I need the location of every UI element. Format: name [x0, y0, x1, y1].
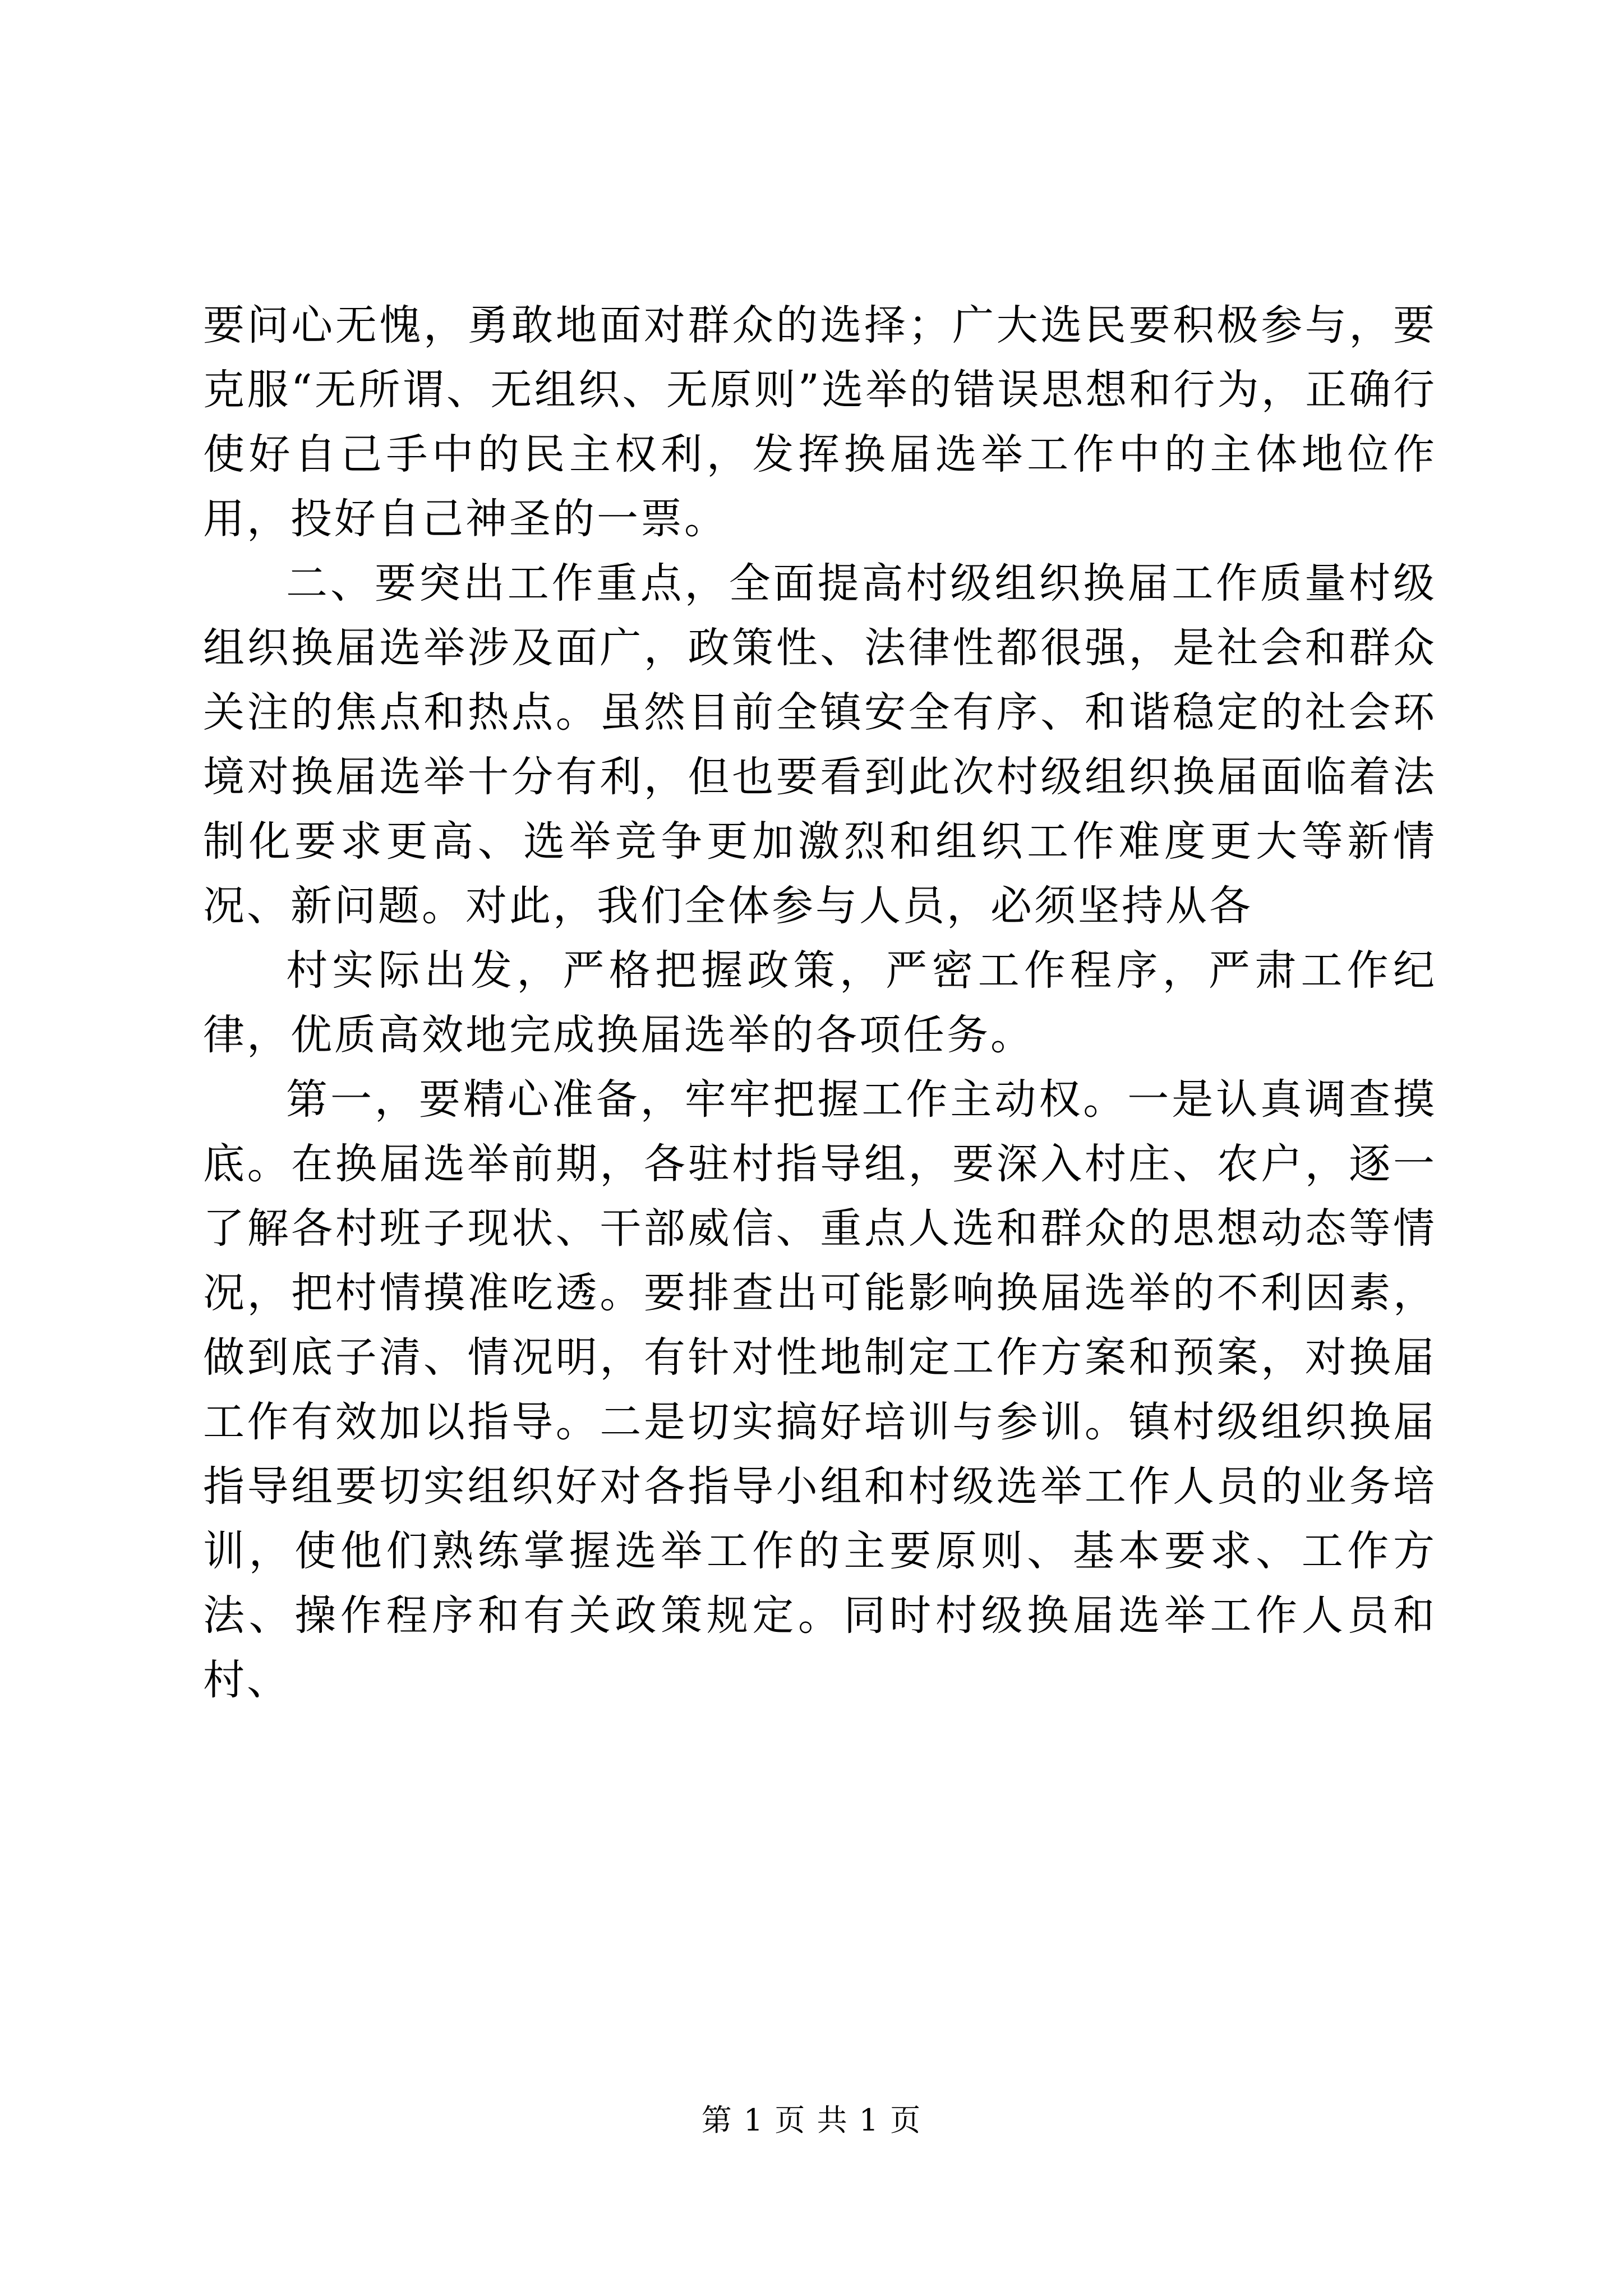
paragraph-1: 要问心无愧，勇敢地面对群众的选择；广大选民要积极参与，要克服“无所谓、无组织、无原则”选举的错误思想和行为，正确行使好自己手中的民主权利，发挥换届选举工作中的主体地位作用，投好自己神圣的一票。	[203, 301, 1437, 543]
page-footer: 第 1 页 共 1 页	[701, 2102, 922, 2138]
paragraph-2: 二、要突出工作重点，全面提高村级组织换届工作质量村级组织换届选举涉及面广，政策性、法律性都很强，是社会和群众关注的焦点和热点。虽然目前全镇安全有序、和谐稳定的社会环境对换届选举十分有利，但也要看到此次村级组织换届面临着法制化要求更高、选举竞争更加激烈和组织工作难度更大等新情况、新问题。对此，我们全体参与人员，必须坚持从各	[203, 559, 1437, 930]
document-body	[203, 293, 1437, 1713]
paragraph-3: 村实际出发，严格把握政策，严密工作程序，严肃工作纪律，优质高效地完成换届选举的各项任务。	[203, 946, 1437, 1059]
paragraph-4: 第一，要精心准备，牢牢把握工作主动权。一是认真调查摸底。在换届选举前期，各驻村指导组，要深入村庄、农户，逐一了解各村班子现状、干部威信、重点人选和群众的思想动态等情况，把村情摸准吃透。要排查出可能影响换届选举的不利因素，做到底子清、情况明，有针对性地制定工作方案和预案，对换届工作有效加以指导。二是切实搞好培训与参训。镇村级组织换届指导组要切实组织好对各指导小组和村级选举工作人员的业务培训，使他们熟练掌握选举工作的主要原则、基本要求、工作方法、操作程序和有关政策规定。同时村级换届选举工作人员和村、	[203, 1075, 1437, 1704]
